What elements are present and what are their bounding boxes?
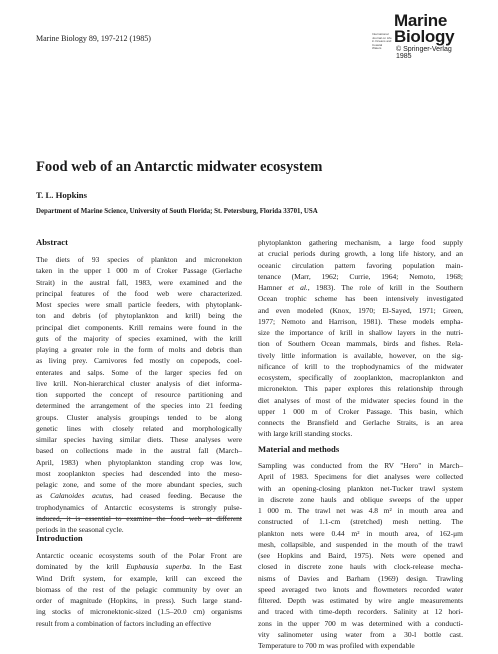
introduction-body xyxy=(36,550,242,629)
text-line: Wind Drift system, for example, krill can exceed the xyxy=(36,573,242,583)
text-line: constructed of 1.1-cm (stretched) mesh netting. The xyxy=(258,517,463,527)
text-line: genetic lines with closely related and morphologically xyxy=(36,423,242,433)
text-line: dominated by the krill Euphausia superba. In the East xyxy=(36,562,242,572)
text-line: ecosystem, specifically of zooplankton, macroplankton and xyxy=(258,373,463,382)
text-line: similar species having similar diets. These analyses were xyxy=(36,435,242,444)
methods-heading: Material and methods xyxy=(258,444,340,454)
text-line: size the importance of krill in shallow layers in the nutri- xyxy=(258,328,463,337)
abstract-body xyxy=(36,254,242,535)
text-line: order of magnitude (Hopkins, in press). Such large stand- xyxy=(36,596,242,605)
text-line: mesh, collapsible, and suspended in the mouth of the trawl xyxy=(258,539,463,549)
logo-biology: Biology xyxy=(394,27,455,46)
text-line: (see Hopkins and Baird, 1975). Nets were opened and xyxy=(258,551,463,560)
text-line: induced, it is essential to examine the food web at different xyxy=(36,513,242,523)
text-line: phytoplankton gathering mechanism, a large food supply xyxy=(258,238,463,247)
text-line: determined the arrangement of the species into 21 feeding xyxy=(36,401,242,411)
text-line: principal features of the food web were characterized. xyxy=(36,288,242,298)
journal-logo xyxy=(372,13,462,60)
section-divider xyxy=(36,518,242,519)
text-line: Hamner et al., 1983). The role of krill in the Southern xyxy=(258,283,464,292)
text-line: plankton nets were 0.44 m² in mouth area, of 162-μm xyxy=(258,528,463,538)
text-line: tion supported the concept of resource partitioning and xyxy=(36,390,242,399)
text-line: live krill. Non-hierarchical cluster analysis of diet informa- xyxy=(36,378,242,388)
text-line: tion of Southern Ocean mammals, birds and fishes. Rela- xyxy=(258,339,463,349)
text-line: April, 1983) when phytoplankton standing crop was low, xyxy=(36,457,242,467)
introduction-continued xyxy=(258,237,463,440)
text-line: groups. Cluster analysis groupings tended to be along xyxy=(36,412,242,422)
text-line: most zooplankton species had descended into the meso- xyxy=(36,468,242,478)
text-line: biomass of the rest of the pelagic community by over an xyxy=(36,584,242,594)
text-line: nificance of krill to the trophodynamics of the midwater xyxy=(258,361,463,371)
journal-citation: Marine Biology 89, 197-212 (1985) xyxy=(36,34,151,43)
text-line: principal diet components. Krill remains were found in the xyxy=(36,322,242,332)
text-line: taken in the upper 1 000 m of Croker Passage (Gerlache xyxy=(36,266,242,276)
text-line: nisms of Davies and Barham (1969) design. Trawling xyxy=(258,573,463,583)
text-line: speed averaged two knots and flowmeters recorded water xyxy=(258,584,463,594)
text-line: in discrete zone hauls and oblique sweeps of the upper xyxy=(258,494,463,504)
text-line: 1977; Nemoto and Harrison, 1981). These models empha- xyxy=(258,316,463,326)
introduction-heading: Introduction xyxy=(36,533,83,543)
text-line: vity salinometer using water from a 30-l bottle cast. xyxy=(258,629,463,639)
text-line: enterates and salps. Some of the larger species fed on xyxy=(36,367,242,377)
text-line: as living prey. Carnivores fed mostly on copepods, coel- xyxy=(36,356,242,366)
paper-author: T. L. Hopkins xyxy=(36,190,88,200)
text-line: and even modeled (Knox, 1970; El-Sayed, 1971; Green, xyxy=(258,305,463,315)
text-line: tively little information is available, however, on the sig- xyxy=(258,350,463,360)
text-line: ton and debris (of phytoplankton and krill) being the xyxy=(36,311,242,321)
text-line: closed in discrete zone hauls with clock-release mecha- xyxy=(258,562,463,572)
text-line: based on collections made in the austral fall (March– xyxy=(36,446,242,456)
text-line: upper 1 000 m of Croker Passage. This basin, which xyxy=(258,406,463,416)
text-line: Antarctic oceanic ecosystems south of the Polar Front are xyxy=(36,551,242,560)
text-line: at crucial periods during growth, a long life history, and an xyxy=(258,249,463,259)
text-line: as Calanoides acutus, had ceased feeding. Because the xyxy=(36,491,242,501)
logo-small-text: International Journal on Life in Oceans and Coastal Waters xyxy=(372,32,392,51)
text-line: tenance (Marr, 1962; Currie, 1964; Nemoto, 1968; xyxy=(258,271,463,281)
text-line: connects the Bransfield and Gerlache Straits, is an area xyxy=(258,418,463,427)
text-line: result from a combination of factors including an effective xyxy=(36,618,212,628)
text-line: and traced with time-depth recorders. Salinity at 12 hori- xyxy=(258,607,463,617)
text-line: with large krill standing stocks. xyxy=(258,429,353,439)
abstract-heading: Abstract xyxy=(36,237,68,247)
text-line: diet analyses of most of the midwater species found in the xyxy=(258,395,463,405)
text-line: playing a greater role in the form of molts and debris than xyxy=(36,345,242,354)
text-line: periods in the seasonal cycle. xyxy=(36,525,124,534)
paper-title: Food web of an Antarctic midwater ecosystem xyxy=(36,159,323,175)
text-line: Strait) in the austral fall, 1983, were examined and the xyxy=(36,277,242,287)
text-line: trophodynamics of Antarctic ecosystems is strongly pulse- xyxy=(36,502,242,512)
publisher-copyright: © Springer-Verlag 1985 xyxy=(396,46,452,60)
text-line: April of 1983. Specimens for diet analyses were collected xyxy=(258,472,463,482)
text-line: guts of the majority of species examined, with the krill xyxy=(36,333,242,343)
text-line: The diets of 93 species of plankton and micronekton xyxy=(36,255,242,264)
text-line: 1 000 m. The trawl net was 4.8 m² in mouth area and xyxy=(258,506,463,515)
methods-body xyxy=(258,460,463,651)
text-line: oceanic circulation pattern favoring population main- xyxy=(258,260,463,270)
text-line: zons in the upper 700 m was determined with a conducti- xyxy=(258,618,463,628)
text-line: Sampling was conducted from the RV "Hero" in March– xyxy=(258,461,463,470)
author-affiliation: Department of Marine Science, University of South Florida; St. Petersburg, Florida 33701, USA xyxy=(36,208,318,215)
text-line: pelagic zone, and some of the more abundant species, such xyxy=(36,480,242,489)
text-line: ing stocks of micronektonic-sized (1.5–20.0 cm) organisms xyxy=(36,607,242,617)
text-line: micronekton. This paper explores this relationship through xyxy=(258,384,463,394)
text-line: Most species were small particle feeders, with phytoplank- xyxy=(36,300,242,309)
text-line: filtered. Depth was estimated by wire angle measurements xyxy=(258,596,463,605)
text-line: Temperature to 700 m was profiled with expendable xyxy=(258,641,415,650)
logo-marine: Marine xyxy=(394,11,447,30)
text-line: Ocean trophic scheme has been intensively investigated xyxy=(258,294,463,304)
text-line: with an opening-closing plankton net-Tucker trawl system xyxy=(258,483,463,493)
